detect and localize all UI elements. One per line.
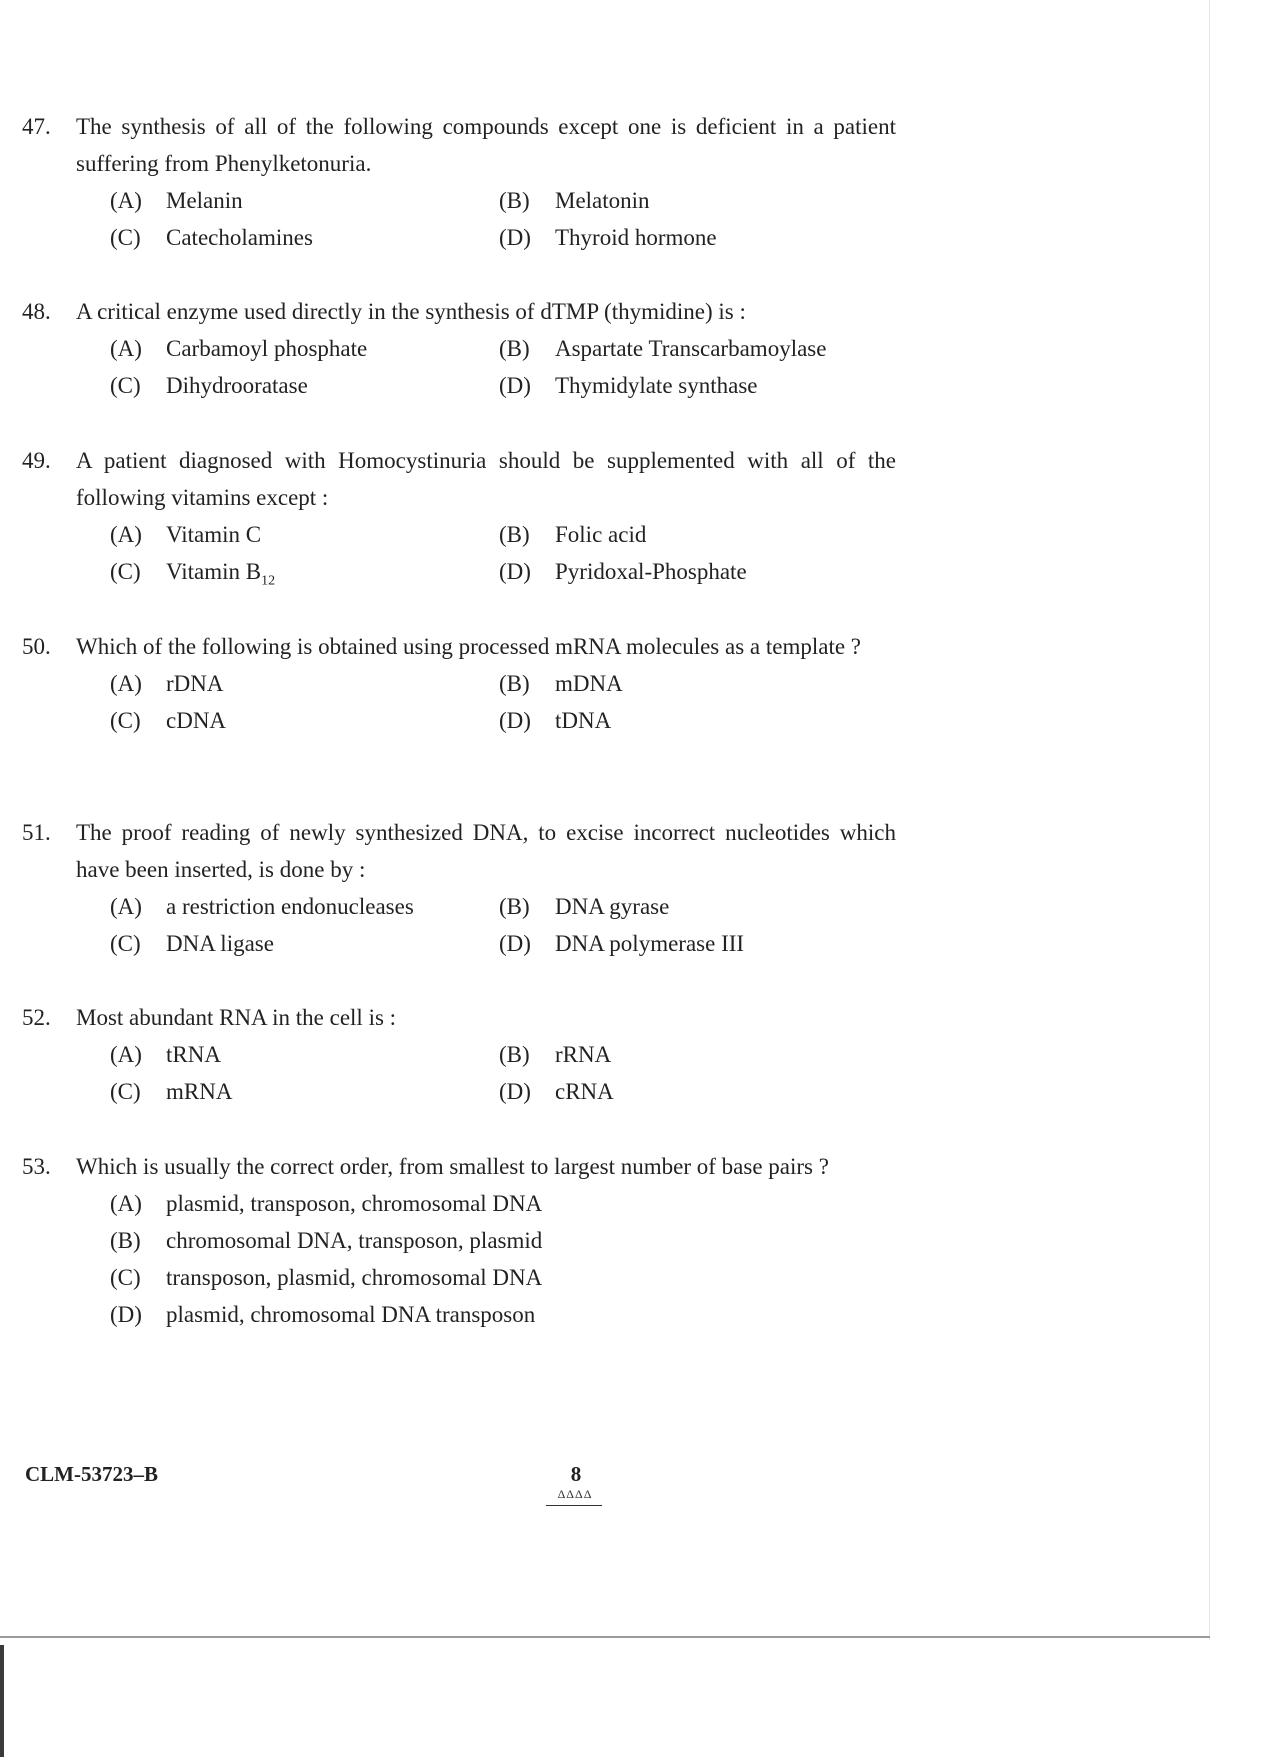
- option-text: Melatonin: [555, 188, 650, 213]
- question-text: A patient diagnosed with Homocystinuria should be supplemented with all of the following vitamins except :: [76, 448, 896, 510]
- option-letter: (A): [110, 522, 142, 547]
- option-letter: (B): [499, 1042, 530, 1067]
- option-text: Dihydrooratase: [166, 373, 308, 398]
- option-letter: (D): [499, 708, 531, 733]
- question-52: [22, 999, 862, 1110]
- option-c: [110, 553, 275, 600]
- option-d: [499, 553, 747, 590]
- option-text: cRNA: [555, 1079, 614, 1104]
- question-text: Which of the following is obtained using processed mRNA molecules as a template ?: [76, 634, 862, 659]
- option-text: tRNA: [166, 1042, 221, 1067]
- option-text: Vitamin B: [166, 559, 262, 584]
- option-text: chromosomal DNA, transposon, plasmid: [166, 1228, 543, 1253]
- option-text: cDNA: [166, 708, 227, 733]
- option-text: rRNA: [555, 1042, 612, 1067]
- option-d: [499, 925, 744, 962]
- options: [110, 1036, 862, 1110]
- question-49: [22, 442, 896, 590]
- question-text: A critical enzyme used directly in the synthesis of dTMP (thymidine) is :: [76, 299, 746, 324]
- option-letter: (C): [110, 225, 141, 250]
- option-c: [110, 702, 226, 739]
- option-letter: (A): [110, 1191, 142, 1216]
- scan-edge-bottom: [0, 1636, 1210, 1638]
- question-number: 53.: [22, 1154, 51, 1179]
- option-letter: (D): [499, 225, 531, 250]
- page-number-underline: [546, 1505, 602, 1506]
- option-text: Aspartate Transcarbamoylase: [555, 336, 827, 361]
- question-50: [22, 628, 862, 739]
- option-text: plasmid, transposon, chromosomal DNA: [166, 1191, 543, 1216]
- option-letter: (D): [499, 931, 531, 956]
- option-d: [499, 367, 758, 404]
- option-text: DNA gyrase: [555, 894, 670, 919]
- question-number: 52.: [22, 1005, 51, 1030]
- option-letter: (C): [110, 931, 141, 956]
- question-text: Which is usually the correct order, from smallest to largest number of base pairs ?: [76, 1154, 829, 1179]
- option-text: Pyridoxal-Phosphate: [555, 559, 747, 584]
- question-53: [22, 1148, 862, 1333]
- question-48: [22, 293, 862, 404]
- option-letter: (C): [110, 1079, 141, 1104]
- option-text: Vitamin C: [166, 522, 262, 547]
- options: [110, 516, 862, 590]
- option-subscript: 12: [261, 573, 276, 589]
- option-b: [499, 1036, 611, 1073]
- option-c: [110, 367, 308, 404]
- question-number: 51.: [22, 820, 51, 845]
- option-b: [499, 888, 669, 925]
- option-d: [499, 702, 611, 739]
- question-number: 48.: [22, 299, 51, 324]
- option-text: Folic acid: [555, 522, 647, 547]
- option-letter: (D): [499, 559, 531, 584]
- option-letter: (B): [499, 336, 530, 361]
- options: [110, 888, 862, 962]
- option-c: [110, 1259, 862, 1296]
- option-text: DNA polymerase III: [555, 931, 745, 956]
- option-text: tDNA: [555, 708, 612, 733]
- option-a: [110, 182, 243, 219]
- page-marks: ΔΔΔΔ: [557, 1487, 593, 1501]
- option-b: [499, 516, 646, 553]
- option-text: Thymidylate synthase: [555, 373, 758, 398]
- option-d: [499, 219, 717, 256]
- option-letter: (B): [499, 522, 530, 547]
- option-letter: (C): [110, 1265, 141, 1290]
- option-text: mRNA: [166, 1079, 233, 1104]
- question-number: 50.: [22, 634, 51, 659]
- question-text: The proof reading of newly synthesized DNA, to excise incorrect nucleotides which have been inserted, is done by :: [76, 820, 896, 882]
- option-a: [110, 330, 367, 367]
- scan-edge-left: [0, 1645, 4, 1757]
- option-text: Melanin: [166, 188, 243, 213]
- booklet-code: CLM-53723–B: [25, 1462, 158, 1486]
- question-number: 47.: [22, 114, 51, 139]
- option-letter: (A): [110, 1042, 142, 1067]
- option-letter: (B): [499, 188, 530, 213]
- option-letter: (D): [499, 1079, 531, 1104]
- options: [110, 330, 862, 404]
- question-text: Most abundant RNA in the cell is :: [76, 1005, 397, 1030]
- option-letter: (B): [499, 671, 530, 696]
- option-letter: (D): [110, 1302, 142, 1327]
- scan-edge-right: [1209, 0, 1210, 1640]
- option-letter: (C): [110, 708, 141, 733]
- option-letter: (A): [110, 894, 142, 919]
- option-c: [110, 1073, 232, 1110]
- option-a: [110, 1185, 862, 1222]
- options: [110, 182, 862, 256]
- option-a: [110, 888, 414, 925]
- option-text: transposon, plasmid, chromosomal DNA: [166, 1265, 543, 1290]
- option-c: [110, 925, 274, 962]
- page-number: 8: [570, 1462, 582, 1486]
- option-b: [499, 182, 650, 219]
- option-text: Thyroid hormone: [555, 225, 717, 250]
- options: [110, 665, 862, 739]
- option-letter: (B): [499, 894, 530, 919]
- option-text: a restriction endonucleases: [166, 894, 414, 919]
- option-b: [499, 330, 826, 367]
- option-text: DNA ligase: [166, 931, 274, 956]
- question-51: [22, 814, 896, 962]
- option-c: [110, 219, 313, 256]
- option-a: [110, 516, 261, 553]
- option-d: [110, 1296, 862, 1333]
- option-a: [110, 665, 224, 702]
- option-text: mDNA: [555, 671, 623, 696]
- option-letter: (A): [110, 188, 142, 213]
- option-letter: (C): [110, 559, 141, 584]
- option-text: plasmid, chromosomal DNA transposon: [166, 1302, 536, 1327]
- option-letter: (B): [110, 1228, 141, 1253]
- option-text: Carbamoyl phosphate: [166, 336, 368, 361]
- option-b: [499, 665, 623, 702]
- option-letter: (D): [499, 373, 531, 398]
- option-a: [110, 1036, 221, 1073]
- option-letter: (C): [110, 373, 141, 398]
- question-47: [22, 108, 896, 256]
- options: [110, 1185, 862, 1333]
- question-number: 49.: [22, 448, 51, 473]
- option-letter: (A): [110, 671, 142, 696]
- question-text: The synthesis of all of the following compounds except one is deficient in a patient suffering from Phenylketonuria.: [76, 114, 896, 176]
- option-d: [499, 1073, 614, 1110]
- option-text: rDNA: [166, 671, 224, 696]
- option-text: Catecholamines: [166, 225, 313, 250]
- option-b: [110, 1222, 862, 1259]
- option-letter: (A): [110, 336, 142, 361]
